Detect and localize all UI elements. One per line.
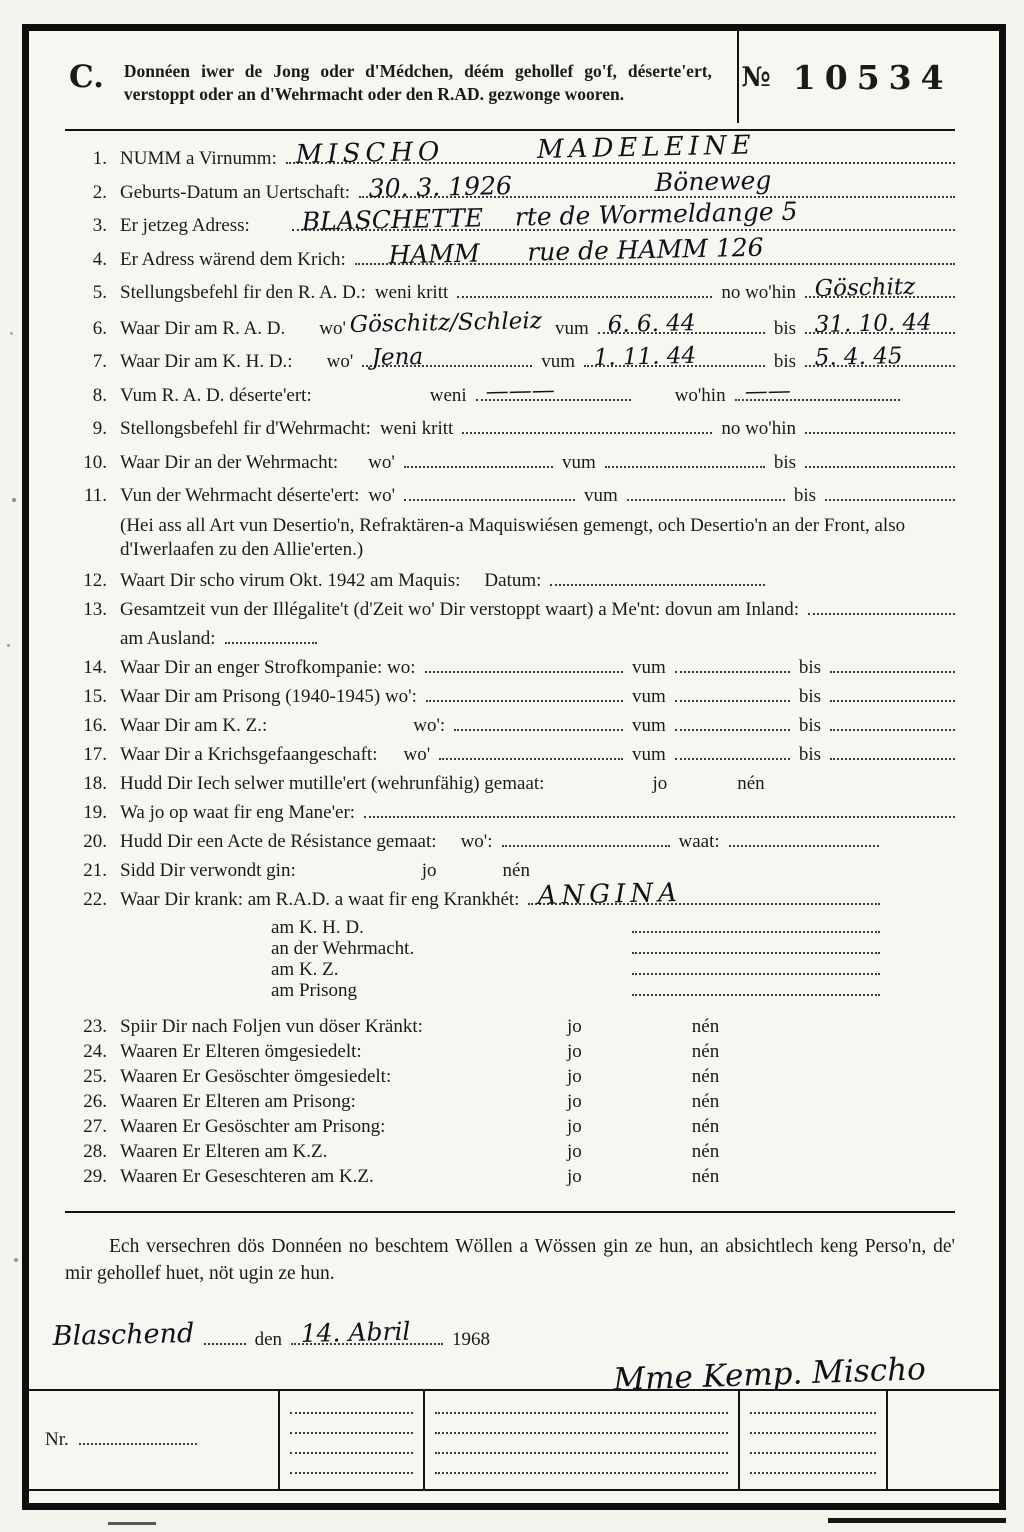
printed-label: jo: [567, 1040, 582, 1062]
row-segments: [120, 342, 955, 374]
dotted-line: [830, 688, 955, 702]
header-left: [65, 53, 737, 123]
dotted-line: [627, 487, 785, 501]
printed-label: am K. Z.: [271, 958, 339, 980]
item-acte-resistance: [65, 830, 955, 854]
footer-table: [29, 1389, 999, 1491]
row-segments: [120, 714, 955, 738]
printed-label: (Hei ass all Art vun Desertio'n, Refraktären-a Maquiswiésen gemengt, och Desertio'n an der Front, also d'Iwerlaafen zu den Allie'erten.): [120, 514, 906, 560]
dotted-line: [502, 833, 670, 847]
printed-label: Er Adress wärend dem Krich:: [120, 248, 346, 270]
scan-speck: [12, 498, 16, 502]
item-strofkompanie: [65, 656, 955, 680]
printed-label: nén: [502, 859, 530, 881]
item-number: 18.: [83, 772, 107, 794]
printed-label: am Ausland:: [120, 627, 216, 649]
printed-label: Waar Dir am K. H. D.:: [120, 351, 293, 372]
item-number: 16.: [83, 714, 107, 736]
dotted-line: [439, 746, 623, 760]
dotted-line: [675, 659, 790, 673]
dotted-line: [435, 1426, 728, 1434]
dotted-line: [462, 420, 712, 434]
item-illegalitet: [65, 598, 955, 622]
printed-label: an der Wehrmacht.: [271, 937, 415, 959]
dotted-line: [805, 454, 955, 468]
printed-label: bis: [798, 714, 821, 736]
item-number: 7.: [92, 351, 107, 372]
item-number: 19.: [83, 801, 107, 823]
declaration-divider: [65, 1211, 955, 1213]
handwritten-entry: 6. 6. 44: [607, 309, 696, 338]
printed-label: wo'hin: [674, 384, 726, 406]
printed-label: vum: [632, 714, 666, 736]
row-segments: [120, 1140, 955, 1164]
footer-cell: [423, 1391, 738, 1489]
nr-label: Nr.: [45, 1429, 69, 1450]
handwritten-entry: ——: [744, 377, 791, 405]
item-number: 24.: [83, 1040, 107, 1062]
item-rad-deserteert: [65, 377, 955, 408]
printed-label: jo: [567, 1015, 582, 1037]
printed-label: wo': [319, 317, 346, 339]
row-segments: [120, 484, 955, 508]
dotted-line: [290, 1446, 413, 1454]
dotted-line: [359, 165, 955, 203]
row-segments: [120, 307, 955, 341]
handwritten-entry: Göschitz: [814, 273, 916, 302]
printed-label: bis: [798, 656, 821, 678]
dotted-line: [292, 196, 955, 236]
item-elteren-omgesiedelt: [65, 1040, 955, 1064]
footer-cell-empty: [886, 1391, 999, 1489]
item-13-ausland: [65, 627, 955, 651]
handwritten-entry: HAMM rue de HAMM 126: [364, 232, 764, 270]
row-segments: [120, 196, 955, 238]
item-krank: [65, 877, 955, 912]
dotted-line: [598, 309, 765, 338]
printed-label: weni: [429, 384, 467, 406]
printed-label: nén: [691, 1115, 720, 1137]
row-segments: [120, 938, 955, 959]
row-segments: [120, 685, 955, 709]
item-waar-wehrmacht: [65, 451, 955, 475]
printed-label: Vum R. A. D. déserte'ert:: [120, 384, 312, 406]
row-segments: [120, 417, 955, 441]
item-number: 27.: [83, 1115, 107, 1137]
item-number: 11.: [83, 485, 107, 506]
dotted-line: [290, 1466, 413, 1474]
printed-label: bis: [793, 485, 816, 506]
dotted-line: [805, 420, 955, 434]
printed-label: wo': [368, 451, 395, 473]
dotted-line: [675, 746, 790, 760]
item-elteren-prisong: [65, 1090, 955, 1114]
printed-label: Vun der Wehrmacht déserte'ert:: [120, 485, 360, 506]
printed-label: am Prisong: [271, 979, 358, 1001]
item-11-note: [65, 514, 955, 562]
item-numm-a-virnumm: [65, 130, 955, 171]
dotted-line: [404, 487, 575, 501]
form-content: [29, 31, 999, 1503]
item-jetzeg-adress: [65, 196, 955, 238]
item-krichsgefaangeschaft: [65, 743, 955, 767]
row-segments: [120, 1015, 955, 1039]
row-segments: [120, 569, 955, 593]
handwritten-entry: ANGINA: [537, 877, 683, 911]
item-number: 23.: [83, 1015, 107, 1037]
item-number: 22.: [83, 888, 107, 910]
item-number: 4.: [92, 248, 107, 270]
item-foljen: [65, 1015, 955, 1039]
printed-label: no wo'hin: [721, 418, 796, 439]
handwritten-entry: MISCHO MADELEINE: [295, 130, 756, 170]
item-elteren-kz: [65, 1140, 955, 1164]
row-segments: [120, 959, 955, 980]
item-number: 28.: [83, 1140, 107, 1162]
row-segments: [120, 1115, 955, 1139]
handwritten-entry: 1. 11. 44: [593, 342, 697, 371]
printed-label: vum: [632, 656, 666, 678]
dotted-line: [457, 284, 712, 298]
printed-label: wo':: [413, 714, 446, 736]
handwritten-entry: 5. 4. 45: [814, 343, 903, 371]
nr-cell: [29, 1391, 278, 1489]
dotted-line: [750, 1446, 876, 1454]
item-number: 25.: [83, 1065, 107, 1087]
row-segments: [120, 130, 955, 171]
dotted-line: [79, 1436, 197, 1445]
dotted-line: [808, 601, 955, 615]
printed-label: vum: [554, 317, 589, 339]
dotted-line: [750, 1406, 876, 1414]
printed-label: Hudd Dir een Acte de Résistance gemaat:: [120, 830, 437, 852]
row-segments: [120, 1165, 955, 1189]
printed-label: vum: [562, 451, 596, 473]
scan-speck: [7, 644, 10, 647]
item-stellungsbefehl-rad: [65, 273, 955, 305]
printed-label: no wo'hin: [721, 282, 796, 303]
item-number: 3.: [92, 215, 107, 236]
dotted-line: [825, 487, 955, 501]
printed-label: Waar Dir krank: am R.A.D. a waat fir eng Krankhét:: [120, 888, 520, 910]
printed-label: jo: [567, 1115, 582, 1137]
number-box: [737, 31, 955, 123]
item-verwondt: [65, 859, 955, 883]
dotted-line: [435, 1406, 728, 1414]
printed-label: jo: [421, 859, 437, 881]
date-line: [52, 1316, 955, 1352]
item-wehrmacht-deserteert: [65, 484, 955, 508]
printed-label: jo: [567, 1165, 582, 1187]
dotted-line: [729, 833, 879, 847]
item-geburts-datum: [65, 165, 955, 205]
row-segments: [120, 165, 955, 205]
dotted-line: [632, 961, 880, 975]
printed-label: jo: [567, 1065, 582, 1087]
printed-label: nén: [691, 1140, 720, 1162]
handwritten-entry: Jena: [371, 343, 424, 371]
footer-cell: [738, 1391, 886, 1489]
dotted-line: [735, 377, 900, 405]
printed-label: wo': [368, 485, 396, 506]
printed-label: nén: [691, 1165, 720, 1187]
item-number: 6.: [92, 317, 107, 339]
item-number: 8.: [92, 384, 107, 406]
dotted-line: [225, 630, 317, 644]
declaration-text: Ech versechren dös Donnéen no beschtem Wöllen a Wössen gin ze hun, an absichtlech keng Perso'n, de' mir gehollef huet, nöt ugin ze hun.: [65, 1235, 955, 1284]
dotted-line: [750, 1426, 876, 1434]
printed-label: wo': [326, 351, 354, 372]
row-segments: [120, 656, 955, 680]
printed-label: Datum:: [484, 569, 542, 591]
dotted-line: [632, 982, 880, 996]
dotted-line: [830, 746, 955, 760]
row-segments: [120, 801, 955, 825]
printed-label: Geburts-Datum an Uertschaft:: [120, 181, 351, 203]
section-letter: C.: [69, 59, 104, 95]
row-segments: [120, 377, 955, 408]
item-krank-khd: [65, 917, 955, 938]
printed-label: Waaren Er Elteren ömgesiedelt:: [120, 1040, 362, 1062]
dotted-line: [435, 1446, 728, 1454]
printed-label: jo: [567, 1140, 582, 1162]
printed-label: nén: [691, 1065, 720, 1087]
dotted-line: [830, 659, 955, 673]
item-maquis: [65, 569, 955, 593]
item-gesoschter-omgesiedelt: [65, 1065, 955, 1089]
item-waar-khd: [65, 342, 955, 374]
scan-speck: [14, 1258, 18, 1262]
place-handwritten: Blaschend: [52, 1317, 195, 1352]
printed-label: wo': [403, 743, 431, 765]
item-number: 2.: [92, 181, 107, 203]
dotted-line: [632, 940, 880, 954]
date-handwritten: 14. Abril: [300, 1316, 411, 1348]
row-segments: [120, 877, 955, 912]
printed-label: Waar Dir am Prisong (1940-1945) wo':: [120, 685, 417, 707]
printed-label: nén: [737, 772, 765, 794]
row-segments: [120, 627, 955, 651]
printed-label: wo':: [460, 830, 493, 852]
item-number: 13.: [83, 598, 107, 620]
printed-label: Waar Dir a Krichsgefaangeschaft:: [120, 743, 378, 765]
printed-label: Waar Dir an enger Strofkompanie: wo:: [120, 656, 416, 678]
dotted-line: [355, 232, 955, 270]
printed-label: vum: [632, 685, 666, 707]
printed-label: Waaren Er Elteren am Prisong:: [120, 1090, 356, 1112]
dotted-line: [632, 919, 880, 933]
header-description: Donnéen iwer de Jong oder d'Médchen, déém gehollef go'f, déserte'ert, verstoppt oder an d'Wehrmacht oder den R.AD. gezwonge wooren.: [123, 61, 712, 105]
handwritten-entry: 30. 3. 1926 Böneweg: [368, 165, 772, 203]
handwritten-entry: ———: [485, 377, 555, 405]
row-segments: [120, 917, 955, 938]
item-number: 12.: [83, 569, 107, 591]
printed-label: nén: [691, 1090, 720, 1112]
item-number: 21.: [83, 859, 107, 881]
dotted-line: [750, 1466, 876, 1474]
printed-label: am K. H. D.: [271, 916, 364, 938]
handwritten-entry: 31. 10. 44: [814, 309, 933, 338]
signature-handwritten: Mme Kemp. Mischo: [613, 1350, 927, 1398]
item-mutilleert: [65, 772, 955, 796]
item-stellongsbefehl-wehrmacht: [65, 417, 955, 441]
row-segments: [120, 859, 955, 883]
dotted-line: [291, 1316, 443, 1348]
printed-label: Gesamtzeit vun der Illégalite't (d'Zeit wo' Dir verstoppt waart) a Me'nt: dovun am Inland:: [120, 598, 800, 620]
item-number: 5.: [92, 282, 107, 303]
printed-label: Waar Dir am K. Z.:: [120, 714, 268, 736]
printed-label: bis: [798, 685, 821, 707]
dotted-line: [528, 877, 880, 911]
dotted-line: [404, 454, 553, 468]
printed-label: Sidd Dir verwondt gin:: [120, 859, 296, 881]
item-number: 17.: [83, 743, 107, 765]
dotted-line: [605, 454, 765, 468]
dotted-line: [364, 804, 955, 818]
dotted-line: [290, 1406, 413, 1414]
row-segments: [120, 451, 955, 475]
dotted-line: [454, 717, 623, 731]
item-krank-kz: [65, 959, 955, 980]
printed-label: jo: [567, 1090, 582, 1112]
printed-label: Waaren Er Geseschteren am K.Z.: [120, 1165, 374, 1187]
row-segments: [120, 772, 955, 796]
year-printed: 1968: [452, 1328, 491, 1350]
item-maneer: [65, 801, 955, 825]
printed-label: Stellongsbefehl fir d'Wehrmacht:: [120, 418, 371, 439]
printed-label: nén: [691, 1040, 720, 1062]
printed-label: NUMM a Virnumm:: [120, 148, 277, 169]
dotted-line: [550, 572, 765, 586]
dotted-line: [204, 1331, 246, 1345]
item-geseschteren-kz: [65, 1165, 955, 1189]
item-number: 29.: [83, 1165, 107, 1187]
dotted-line: [362, 343, 532, 371]
dotted-line: [290, 1426, 413, 1434]
row-segments: [120, 598, 955, 622]
dotted-line: [830, 717, 955, 731]
document-frame: [22, 24, 1006, 1510]
dotted-line: [584, 342, 765, 371]
printed-label: Er jetzeg Adress:: [120, 215, 250, 236]
bottom-scan-mark: [108, 1522, 156, 1525]
dotted-line: [675, 688, 790, 702]
printed-label: weni kritt: [379, 418, 454, 439]
printed-label: bis: [773, 451, 796, 473]
row-segments: [120, 273, 955, 305]
printed-label: jo: [652, 772, 668, 794]
printed-label: Waaren Er Gesöschter ömgesiedelt:: [120, 1065, 392, 1087]
row-segments: [120, 980, 955, 1001]
printed-label: Spiir Dir nach Foljen vun döser Kränkt:: [120, 1015, 423, 1037]
row-segments: [120, 232, 955, 272]
row-segments: [120, 830, 955, 854]
item-waar-rad: [65, 307, 955, 341]
scan-speck: [10, 332, 13, 335]
item-number: 14.: [83, 656, 107, 678]
form-number: 10534: [792, 57, 953, 97]
printed-label: vum: [541, 351, 576, 372]
printed-label: bis: [773, 317, 796, 339]
printed-label: Waar Dir am R. A. D.: [120, 317, 286, 339]
den-label: den: [254, 1328, 283, 1350]
printed-label: bis: [773, 351, 796, 372]
dotted-line: [426, 688, 623, 702]
printed-label: Hudd Dir Iech selwer mutille'ert (wehrunfähig) gemaat:: [120, 772, 545, 794]
printed-label: Waaren Er Gesöschter am Prisong:: [120, 1115, 386, 1137]
item-number: 15.: [83, 685, 107, 707]
printed-label: Stellungsbefehl fir den R. A. D.:: [120, 282, 366, 303]
row-segments: [120, 1065, 955, 1089]
printed-label: Waart Dir scho virum Okt. 1942 am Maquis:: [120, 569, 461, 591]
handwritten-entry: BLASCHETTE rte de Wormeldange 5: [301, 196, 798, 236]
item-number: 1.: [92, 148, 107, 169]
dotted-line: [805, 273, 955, 302]
row-segments: [120, 1040, 955, 1064]
item-number: 9.: [92, 418, 107, 439]
printed-label: Waaren Er Elteren am K.Z.: [120, 1140, 328, 1162]
form-items: [65, 130, 955, 1189]
item-number: 20.: [83, 830, 107, 852]
item-prisong: [65, 685, 955, 709]
row-segments: [120, 514, 955, 562]
item-krank-wehrmacht: [65, 938, 955, 959]
dotted-line: [286, 130, 955, 170]
handwritten-entry: Göschitz/Schleiz: [349, 307, 542, 338]
row-segments: [120, 743, 955, 767]
dotted-line: [476, 377, 631, 405]
item-number: 10.: [83, 451, 107, 473]
dotted-line: [425, 659, 624, 673]
printed-label: vum: [632, 743, 666, 765]
row-segments: [120, 1090, 955, 1114]
item-gesoschter-prisong: [65, 1115, 955, 1139]
printed-label: bis: [798, 743, 821, 765]
form-header: [65, 31, 955, 131]
numero-symbol: №: [741, 61, 771, 93]
printed-label: Waar Dir an der Wehrmacht:: [120, 451, 339, 473]
printed-label: waat:: [678, 830, 720, 852]
footer-cell: [278, 1391, 423, 1489]
dotted-line: [435, 1466, 728, 1474]
item-adress-krich: [65, 232, 955, 272]
printed-label: vum: [584, 485, 618, 506]
dotted-line: [805, 309, 955, 338]
item-number: 26.: [83, 1090, 107, 1112]
printed-label: weni kritt: [374, 282, 449, 303]
printed-label: nén: [691, 1015, 720, 1037]
item-krank-prisong: [65, 980, 955, 1001]
dotted-line: [805, 343, 955, 371]
bottom-scan-mark: [828, 1518, 1006, 1523]
printed-label: Wa jo op waat fir eng Mane'er:: [120, 801, 356, 823]
dotted-line: [675, 717, 790, 731]
item-kz: [65, 714, 955, 738]
